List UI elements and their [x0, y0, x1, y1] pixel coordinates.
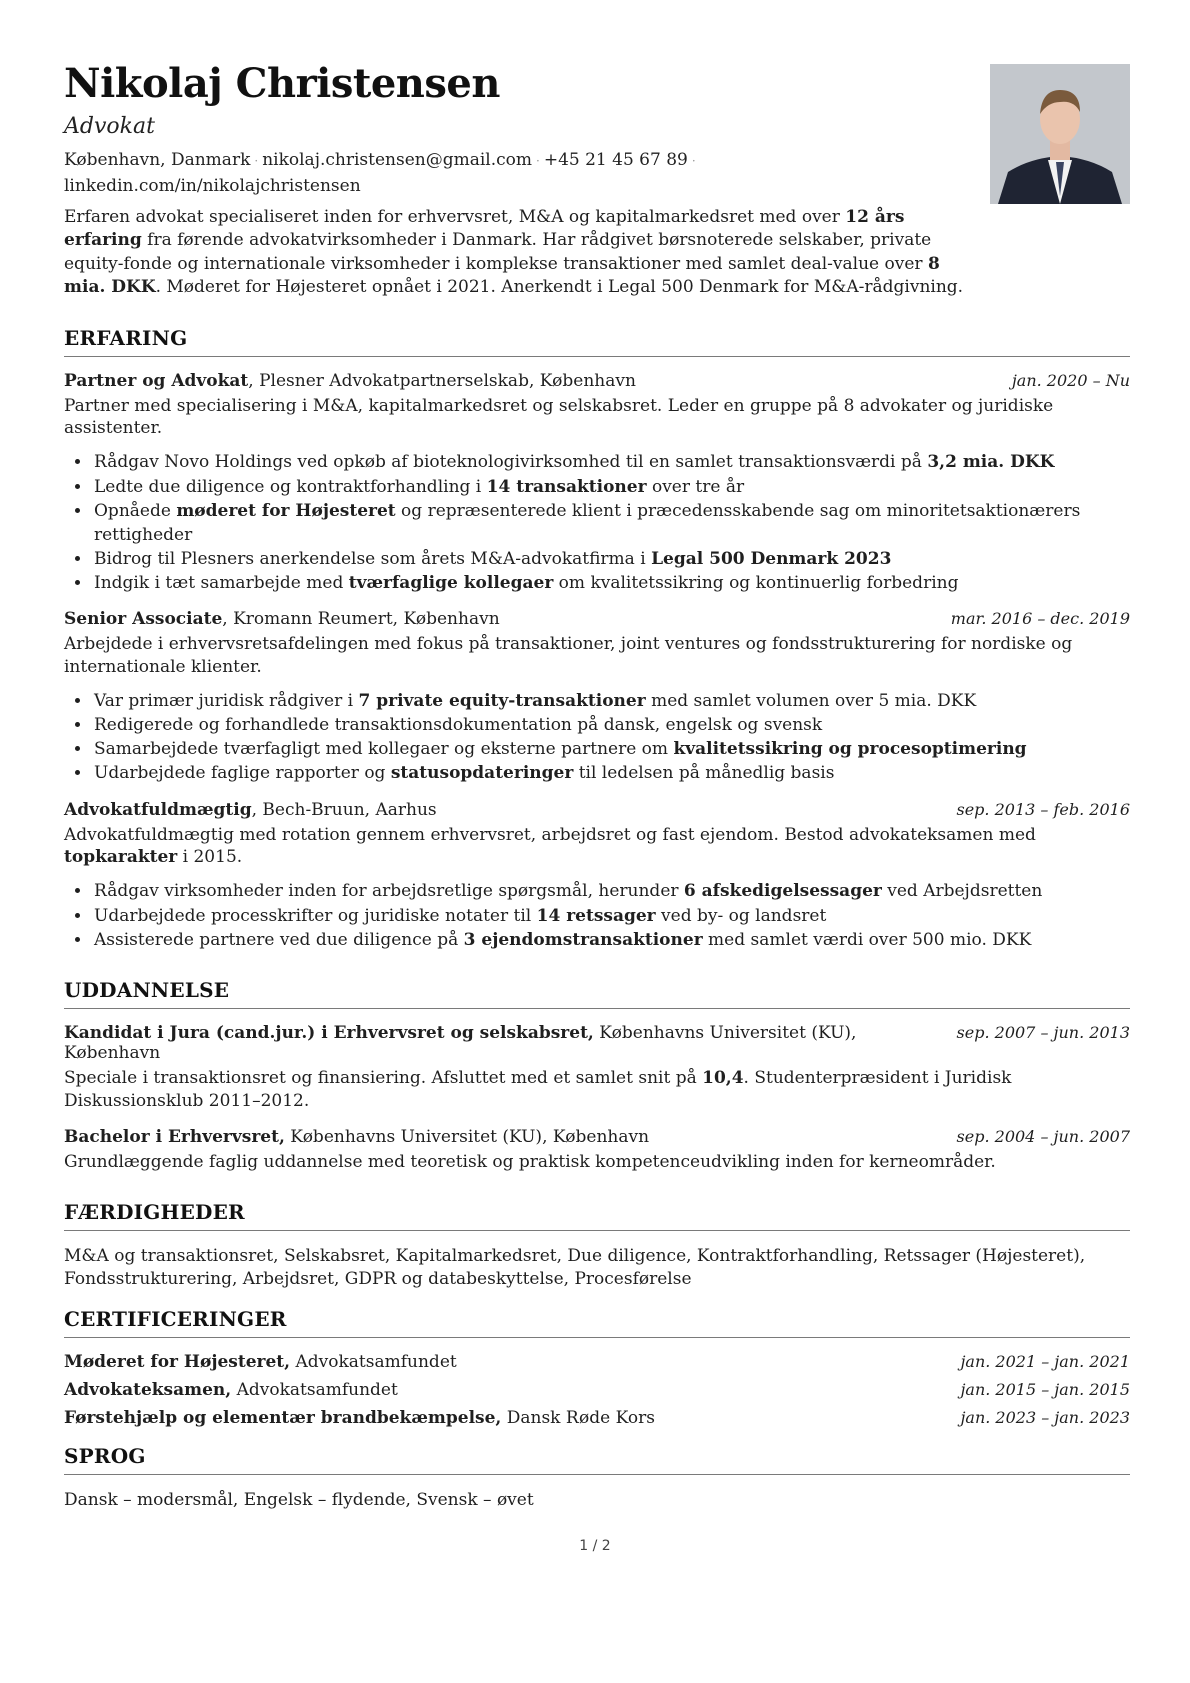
- skills-list: M&A og transaktionsret, Selskabsret, Kapitalmarkedsret, Due diligence, Kontraktforhandling, Retssager (Højesteret), Fondsstrukturering, Arbejdsret, GDPR og databeskyttelse, Procesførelse: [64, 1245, 1086, 1290]
- highlight: 14 transaktioner: [486, 476, 647, 497]
- highlight: møderet for Højesteret: [176, 500, 396, 521]
- date-range: sep. 2007 – jun. 2013: [956, 1022, 1130, 1042]
- experience-entry: [64, 609, 1130, 785]
- job-title: Advokat: [64, 114, 155, 139]
- date-range: sep. 2013 – feb. 2016: [956, 799, 1130, 819]
- certification-issuer: Advokatsamfundet: [231, 1380, 398, 1401]
- organization: , Plesner Advokatpartnerselskab, København: [248, 370, 636, 391]
- achievement-list: [64, 450, 1130, 595]
- date-range: jan. 2020 – Nu: [1011, 370, 1130, 390]
- date-range: jan. 2021 – jan. 2021: [960, 1352, 1130, 1372]
- languages-list: Dansk – modersmål, Engelsk – flydende, Svensk – øvet: [64, 1490, 534, 1511]
- date-range: mar. 2016 – dec. 2019: [950, 609, 1130, 629]
- achievement-item: • Rådgav Novo Holdings ved opkøb af bioteknologivirksomhed til en samlet transaktionsværdi på 3,2 mia. DKK: [92, 450, 1130, 474]
- role: Advokatfuldmægtig: [64, 799, 252, 820]
- achievement-item: • Var primær juridisk rådgiver i 7 private equity-transaktioner med samlet volumen over 5 mia. DKK: [92, 689, 1130, 713]
- section-title-education: UDDANNELSE: [64, 978, 1130, 1009]
- achievement-item: • Samarbejdede tværfagligt med kollegaer og eksterne partnere om kvalitetssikring og procesoptimering: [92, 737, 1130, 761]
- organization: , Bech-Bruun, Aarhus: [251, 799, 437, 820]
- certification-entry: [64, 1380, 1130, 1400]
- location: København, Danmark: [64, 150, 251, 170]
- candidate-name: Nikolaj Christensen: [64, 60, 500, 107]
- highlight: tværfaglige kollegaer: [348, 573, 554, 593]
- highlight: 8 mia. DKK: [64, 253, 940, 298]
- highlight: kvalitetssikring og procesoptimering: [673, 739, 1027, 760]
- separator: ·: [691, 154, 696, 168]
- certification-issuer: Advokatsamfundet: [290, 1352, 457, 1373]
- date-range: jan. 2015 – jan. 2015: [960, 1380, 1130, 1400]
- date-range: jan. 2023 – jan. 2023: [960, 1408, 1130, 1428]
- highlight: 3,2 mia. DKK: [927, 452, 1055, 473]
- resume-page: [64, 58, 1130, 1513]
- achievement-item: • Bidrog til Plesners anerkendelse som årets M&A-advokatfirma i Legal 500 Denmark 2023: [92, 547, 1130, 571]
- highlight: topkarakter: [64, 847, 178, 868]
- education-description: Grundlæggende faglig uddannelse med teoretisk og praktisk kompetenceudvikling inden for kerneområder.: [64, 1151, 996, 1172]
- certification-entry: [64, 1352, 1130, 1372]
- certification-entry: [64, 1408, 1130, 1428]
- achievement-item: • Rådgav virksomheder inden for arbejdsretlige spørgsmål, herunder 6 afskedigelsessager ved Arbejdsretten: [92, 879, 1130, 903]
- highlight: 3 ejendomstransaktioner: [463, 929, 703, 950]
- email-link[interactable]: nikolaj.christensen@gmail.com: [262, 150, 532, 170]
- page-number: 1 / 2: [579, 1538, 611, 1554]
- highlight: 12 års erfaring: [64, 206, 905, 251]
- role: Senior Associate: [64, 609, 223, 630]
- achievement-item: • Udarbejdede processkrifter og juridiske notater til 14 retssager ved by- og landsret: [92, 904, 1130, 928]
- certification-name: Førstehjælp og elementær brandbekæmpelse,: [64, 1408, 502, 1429]
- section-title-languages: SPROG: [64, 1444, 1130, 1475]
- separator: ·: [536, 154, 540, 168]
- achievement-item: • Ledte due diligence og kontraktforhandling i 14 transaktioner over tre år: [92, 475, 1130, 499]
- section-title-experience: ERFARING: [64, 326, 1130, 357]
- school: Københavns Universitet (KU), København: [284, 1126, 650, 1147]
- certification-name: Advokateksamen,: [64, 1380, 232, 1401]
- highlight: 14 retssager: [536, 905, 656, 926]
- degree: Bachelor i Erhvervsret,: [64, 1126, 285, 1147]
- achievement-item: • Opnåede møderet for Højesteret og repræsenterede klient i præcedensskabende sag om minoritetsaktionærers rettigheder: [92, 499, 1130, 547]
- education-description: Speciale i transaktionsret og finansiering. Afsluttet med et samlet snit på 10,4. Studenterpræsident i Juridisk Diskussionsklub 2011–2012.: [64, 1067, 1012, 1111]
- experience-entry: [64, 800, 1130, 952]
- separator: ·: [254, 154, 259, 168]
- certification-issuer: Dansk Røde Kors: [501, 1408, 655, 1429]
- highlight: Legal 500 Denmark 2023: [651, 548, 892, 569]
- highlight: 7 private equity-transaktioner: [358, 691, 646, 711]
- role-description: Arbejdede i erhvervsretsafdelingen med fokus på transaktioner, joint ventures og fondsstrukturering for nordiske og internationale klienter.: [64, 634, 1073, 678]
- highlight: 10,4: [702, 1067, 744, 1088]
- phone: +45 21 45 67 89: [543, 150, 688, 170]
- achievement-item: • Indgik i tæt samarbejde med tværfaglige kollegaer om kvalitetssikring og kontinuerlig forbedring: [92, 571, 1130, 595]
- role-description: Partner med specialisering i M&A, kapitalmarkedsret og selskabsret. Leder en gruppe på 8 advokater og juridiske assistenter.: [64, 395, 1054, 439]
- school: Københavns Universitet (KU), København: [64, 1022, 857, 1063]
- achievement-item: • Redigerede og forhandlede transaktionsdokumentation på dansk, engelsk og svensk: [92, 713, 1130, 737]
- education-entry: [64, 1023, 1130, 1113]
- achievement-list: [64, 689, 1130, 786]
- section-title-skills: FÆRDIGHEDER: [64, 1200, 1130, 1231]
- role: Partner og Advokat: [64, 370, 249, 391]
- highlight: statusopdateringer: [390, 763, 574, 784]
- degree: Kandidat i Jura (cand.jur.) i Erhvervsret og selskabsret,: [64, 1022, 594, 1043]
- summary: Erfaren advokat specialiseret inden for erhvervsret, M&A og kapitalmarkedsret med over 12 års erfaring fra førende advokatvirksomheder i Danmark. Har rådgivet børsnoterede selskaber, private equity-fonde og internationale virksomheder i komplekse transaktioner med samlet deal-value over 8 mia. DKK. Møderet for Højesteret opnået i 2021. Anerkendt i Legal 500 Denmark for M&A-rådgivning.: [64, 206, 964, 298]
- achievement-item: • Udarbejdede faglige rapporter og statusopdateringer til ledelsen på månedlig basis: [92, 761, 1130, 785]
- role-description: Advokatfuldmægtig med rotation gennem erhvervsret, arbejdsret og fast ejendom. Bestod advokateksamen med topkarakter i 2015.: [64, 824, 1036, 868]
- highlight: 6 afskedigelsessager: [683, 881, 882, 902]
- experience-list: [64, 371, 1130, 952]
- certification-name: Møderet for Højesteret,: [64, 1352, 291, 1373]
- education-list: [64, 1023, 1130, 1174]
- date-range: sep. 2004 – jun. 2007: [956, 1126, 1130, 1146]
- achievement-item: • Assisterede partnere ved due diligence på 3 ejendomstransaktioner med samlet værdi over 500 mio. DKK: [92, 928, 1130, 952]
- profile-photo: [990, 64, 1130, 204]
- linkedin-link[interactable]: linkedin.com/in/nikolajchristensen: [64, 176, 361, 197]
- achievement-list: [64, 879, 1130, 951]
- experience-entry: [64, 371, 1130, 596]
- section-title-certifications: CERTIFICERINGER: [64, 1307, 1130, 1338]
- education-entry: [64, 1127, 1130, 1174]
- header: [64, 58, 1130, 300]
- organization: , Kromann Reumert, København: [222, 609, 500, 630]
- contact-info: [64, 147, 1130, 200]
- certification-list: [64, 1352, 1130, 1428]
